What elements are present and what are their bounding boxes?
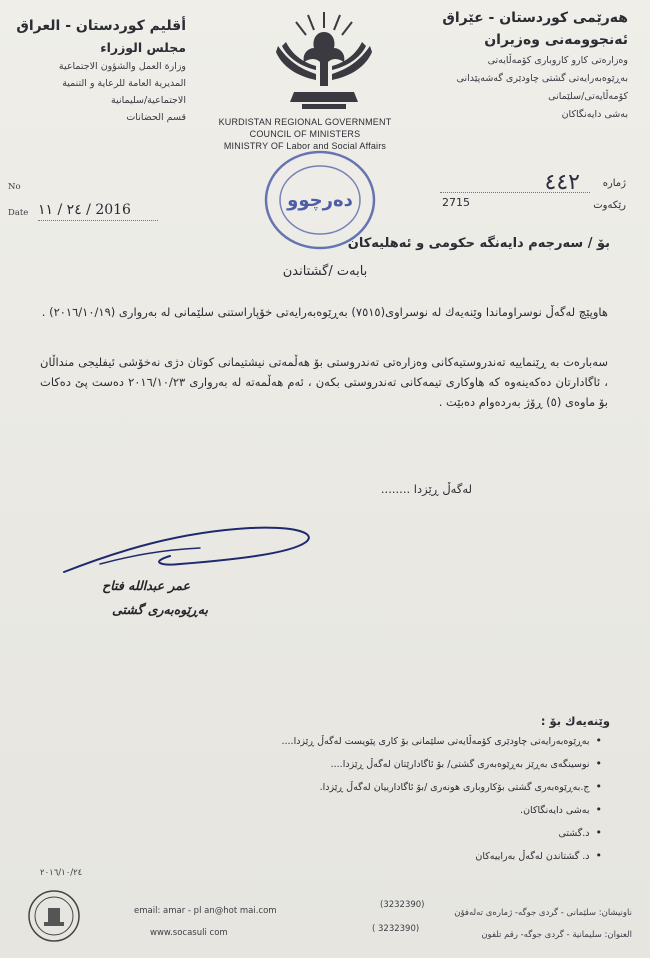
cc-title: وێنەیەك بۆ : [540,714,610,728]
number-label: ژمارە [602,178,626,189]
footer-phone-2: ( 3232390) [372,924,420,934]
footer-website: www.socasuli com [150,928,228,938]
kurdistan-emblem-icon [258,8,390,118]
header-english-line1: KURDISTAN REGIONAL GOVERNMENT [218,117,392,127]
signatory-name: عمر عبدالله فتاح [102,578,190,593]
date-label: Date [8,208,29,218]
number-value: ٤٤٢ [544,170,580,195]
date-value-kurdish: 2715 [442,196,470,209]
footer-phone-1: (3232390) [380,900,425,910]
cc-item: • بەڕێوەبەرایەتی چاودێری کۆمەڵایەتی سلێمانی بۆ کاری پێویست لەگەڵ ڕێزدا.... [182,734,602,747]
paragraph-2: سەبارەت بە ڕێنماییە تەندروستیەکانی وەزارەتی تەندروستی بۆ هەڵمەتی نیشتیمانی کوتان دژی نەخۆشی ئیفلیجی منداڵان ، ئاگادارتان دەکەینەوە کە هاوکاری تیمەکانی تەندروستی بکەن ، ئەم هەڵمەتە لە بەرواری ٢٠١٦/١٠/٢٣ دەست پێ دەکات بۆ ماوەی (٥) ڕۆژ بەردەوام دەبێت . [40,355,608,409]
cc-list [182,734,602,872]
header-kurdish-line1: هەرێمی کوردستان - عێراق [442,10,628,26]
date-value: ٢٤ / ١١ / 2016 [38,202,131,218]
footer-address-kurdish: ناونیشان: سلێمانی - گردی جوگە- ژمارەی تەلەفۆن [454,908,632,918]
header-english [205,116,405,152]
ministry-seal-icon [26,888,82,944]
cc-item: • د.گشتی [182,826,602,839]
header-arabic-line2: مجلس الوزراء [100,40,186,55]
header-kurdish-line2: ئەنجوومەنی وەزیران [484,32,628,48]
header-arabic-line3: وزارة العمل والشؤون الاجتماعية [58,61,186,72]
cc-item: • بەشی دایەنگاکان. [182,803,602,816]
date-underline [38,220,158,221]
header-kurdish-line3: وەزارەتی کارو کاروباری کۆمەڵایەتی [487,55,628,66]
footer-address-arabic: العنوان: سليمانية - گردى جوگە- رقم تلفون [481,930,632,940]
header-kurdish-line4: بەڕێوەبەرایەتی گشتی چاودێری گەشەپێدانی [456,73,628,84]
header-kurdish [398,10,628,120]
date-label-kurdish: رێکەوت [593,200,626,211]
signature-mark [60,520,320,580]
header-english-line3: MINISTRY OF Labor and Social Affairs [223,141,387,151]
header-arabic-line5: الاجتماعية/سليمانية [111,95,186,106]
header-arabic-line4: المديرية العامة للرعاية و التنمية [62,78,186,89]
cc-item: • ج.بەڕێوەبەری گشتی بۆکاروباری هونەری /بۆ ئاگادارییان لەگەڵ ڕێزدا. [182,780,602,793]
signatory-title: بەڕێوەبەری گشتی [112,602,208,617]
header-kurdish-line6: بەشی دایەنگاکان [561,109,628,120]
footer-date-mark: ٢٠١٦/١٠/٢٤ [40,868,83,878]
subject: بابەت /گشتاندن [282,264,368,279]
header-arabic-line6: قسم الحضانات [126,112,186,123]
header-kurdish-line5: کۆمەڵایەتی/سلێمانی [548,91,628,102]
header-arabic-line1: أقليم كوردستان - العراق [16,18,186,34]
header-arabic [16,18,186,123]
footer-email: email: amar - pl an@hot mai.com [134,906,277,916]
regards: لەگەڵ ڕێزدا ........ [380,482,472,496]
no-label: No [8,182,21,192]
addressee: بۆ / سەرجەم دایەنگە حکومی و ئەهلیەکان [347,236,610,251]
cc-item: • د. گشتاندن لەگەڵ بەراییەکان [182,849,602,862]
header-english-line2: COUNCIL OF MINISTERS [249,129,361,139]
stamp-text: دەرچوو [287,190,353,211]
number-underline [440,192,590,193]
paragraph-1: هاوپێچ لەگەڵ نوسراوماندا وێنەیەك لە نوسراوی(٧٥١٥) بەڕێوەبەرایەتی خۆپاراستنی سلێمانی لە بەرواری (٢٠١٦/١٠/١٩) . [41,305,608,319]
cc-item: • نوسینگەی بەڕێز بەڕێوەبەری گشتی/ بۆ ئاگادارێتان لەگەڵ ڕێزدا.... [182,757,602,770]
